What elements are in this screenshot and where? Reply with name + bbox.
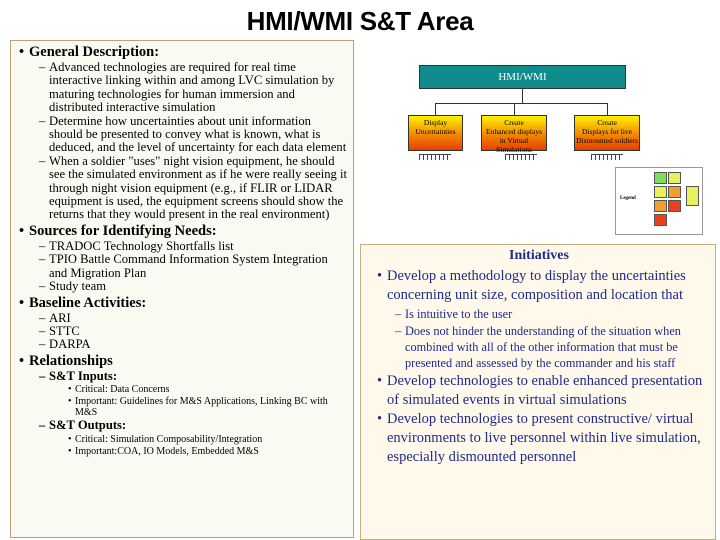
list-item: • Important:COA, IO Models, Embedded M&S — [68, 445, 259, 457]
legend-swatch — [654, 172, 667, 184]
slide-title: HMI/WMI S&T Area — [246, 6, 474, 36]
diagram-box-live-displays — [574, 115, 640, 151]
timeline-ticks — [505, 154, 537, 160]
baseline-heading: • Baseline Activities: — [19, 294, 147, 311]
box-text: Display — [423, 118, 448, 127]
list-item: – Determine how uncertainties about unit information should be presented to convey what is known, what is deduced, and the level of uncertainty for each data element — [39, 113, 347, 155]
list-item: – When a soldier "uses" night vision equipment, he should see the simulated environment as if he were really seeing it through night vision equipment (e.g., if FLIR or LIDAR equipment is used, the equipment screens should show the returns that they would present in the real environment) — [39, 153, 347, 222]
box-text: in Virtual Simulations — [496, 136, 532, 154]
connector-line — [514, 103, 515, 115]
connector-line — [522, 89, 523, 103]
box-text: Dismounted soldiers — [576, 136, 638, 145]
initiatives-panel — [360, 244, 716, 540]
list-item: – Study team — [39, 279, 107, 294]
description-panel — [10, 40, 354, 538]
legend-swatch — [668, 200, 681, 212]
hierarchy-diagram — [405, 60, 705, 240]
initiative-item: • Develop technologies to enable enhanced presentation of simulated events in virtual simulations — [377, 373, 703, 408]
legend-swatch — [668, 186, 681, 198]
legend-swatch — [668, 172, 681, 184]
list-item: – DARPA — [39, 337, 91, 352]
timeline-ticks — [591, 154, 623, 160]
connector-line — [435, 103, 607, 104]
general-heading: • General Description: — [19, 44, 160, 60]
box-text: Uncertainties — [415, 127, 456, 136]
initiatives-title: Initiatives — [509, 248, 569, 263]
box-text: Create — [597, 118, 617, 127]
list-item: – TRADOC Technology Shortfalls list — [39, 238, 234, 253]
list-item: – Advanced technologies are required for real time interactive linking within and among LVC simulation by maturing technologies for human immersion and distributed interactive simulation — [39, 60, 335, 115]
relationships-heading: • Relationships — [19, 352, 113, 369]
initiative-subitem: – Is intuitive to the user — [395, 307, 513, 321]
connector-line — [607, 103, 608, 115]
initiative-item: • Develop technologies to present constructive/ virtual environments to live personnel within live simulation, especially dismounted personnel — [377, 411, 701, 465]
legend-swatch — [654, 214, 667, 226]
box-text: Displays for live — [582, 127, 632, 136]
timeline-ticks — [419, 154, 451, 160]
outputs-label: – S&T Outputs: — [39, 418, 127, 433]
sources-heading: • Sources for Identifying Needs: — [19, 222, 217, 239]
box-text: Create — [504, 118, 524, 127]
diagram-root-box: HMI/WMI — [419, 65, 626, 89]
diagram-box-virtual-displays — [481, 115, 547, 154]
legend-swatch — [686, 186, 699, 206]
diagram-legend — [615, 167, 703, 235]
list-item: • Important: Guidelines for M&S Applications, Linking BC with M&S — [68, 396, 328, 419]
list-item: – STTC — [39, 323, 80, 338]
list-item: • Critical: Data Concerns — [68, 384, 170, 396]
initiative-subitem: – Does not hinder the understanding of the situation when combined with all of the other information that must be presented and assessed by the commander and his staff — [395, 324, 681, 370]
diagram-box-display-uncertainties — [408, 115, 463, 151]
legend-label: Legend — [620, 196, 636, 201]
box-text: Enhanced displays — [485, 127, 543, 136]
legend-swatch — [654, 200, 667, 212]
list-item: – ARI — [39, 310, 71, 325]
list-item: – TPIO Battle Command Information System Integration and Migration Plan — [39, 252, 328, 280]
initiative-item: • Develop a methodology to display the uncertainties concerning unit size, composition and location that — [377, 268, 686, 303]
connector-line — [435, 103, 436, 115]
legend-swatch — [654, 186, 667, 198]
inputs-label: – S&T Inputs: — [39, 368, 118, 383]
list-item: • Critical: Simulation Composability/Integration — [68, 433, 263, 445]
